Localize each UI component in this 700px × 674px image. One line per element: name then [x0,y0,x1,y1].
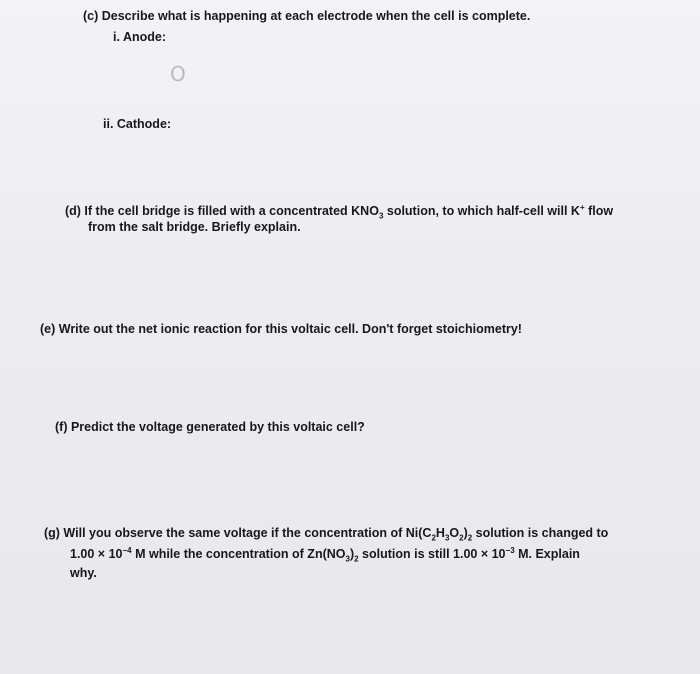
question-g-line1: (g) Will you observe the same voltage if the concentration of $Ni(C_2H_3O_2)_2$ solution is changed to [44,526,609,543]
question-f-text: (f) Predict the voltage generated by this voltaic cell? [55,420,365,434]
cathode-label: ii. Cathode: [103,117,172,131]
handwritten-mark: O [170,62,186,86]
bleed-through-text [10,100,600,112]
question-d-line2: from the salt bridge. Briefly explain. [88,220,301,234]
question-g-line3: why. [70,566,97,580]
question-d-line1: (d) If the cell bridge is filled with a concentrated $KNO_3$ solution, to which half-cell will K+ flow [65,202,614,221]
question-c-text: (c) Describe what is happening at each electrode when the cell is complete. [83,9,531,23]
question-g-line2: $1.00 \times 10^{-4}$ M while the concentration of $Zn(NO_3)_2$ solution is still $1.00 \times 10^{-3}$ M. Explain [70,545,580,564]
question-e-text: (e) Write out the net ionic reaction for this voltaic cell. Don't forget stoichiometry! [40,322,522,336]
anode-label: i. Anode: [113,30,167,44]
